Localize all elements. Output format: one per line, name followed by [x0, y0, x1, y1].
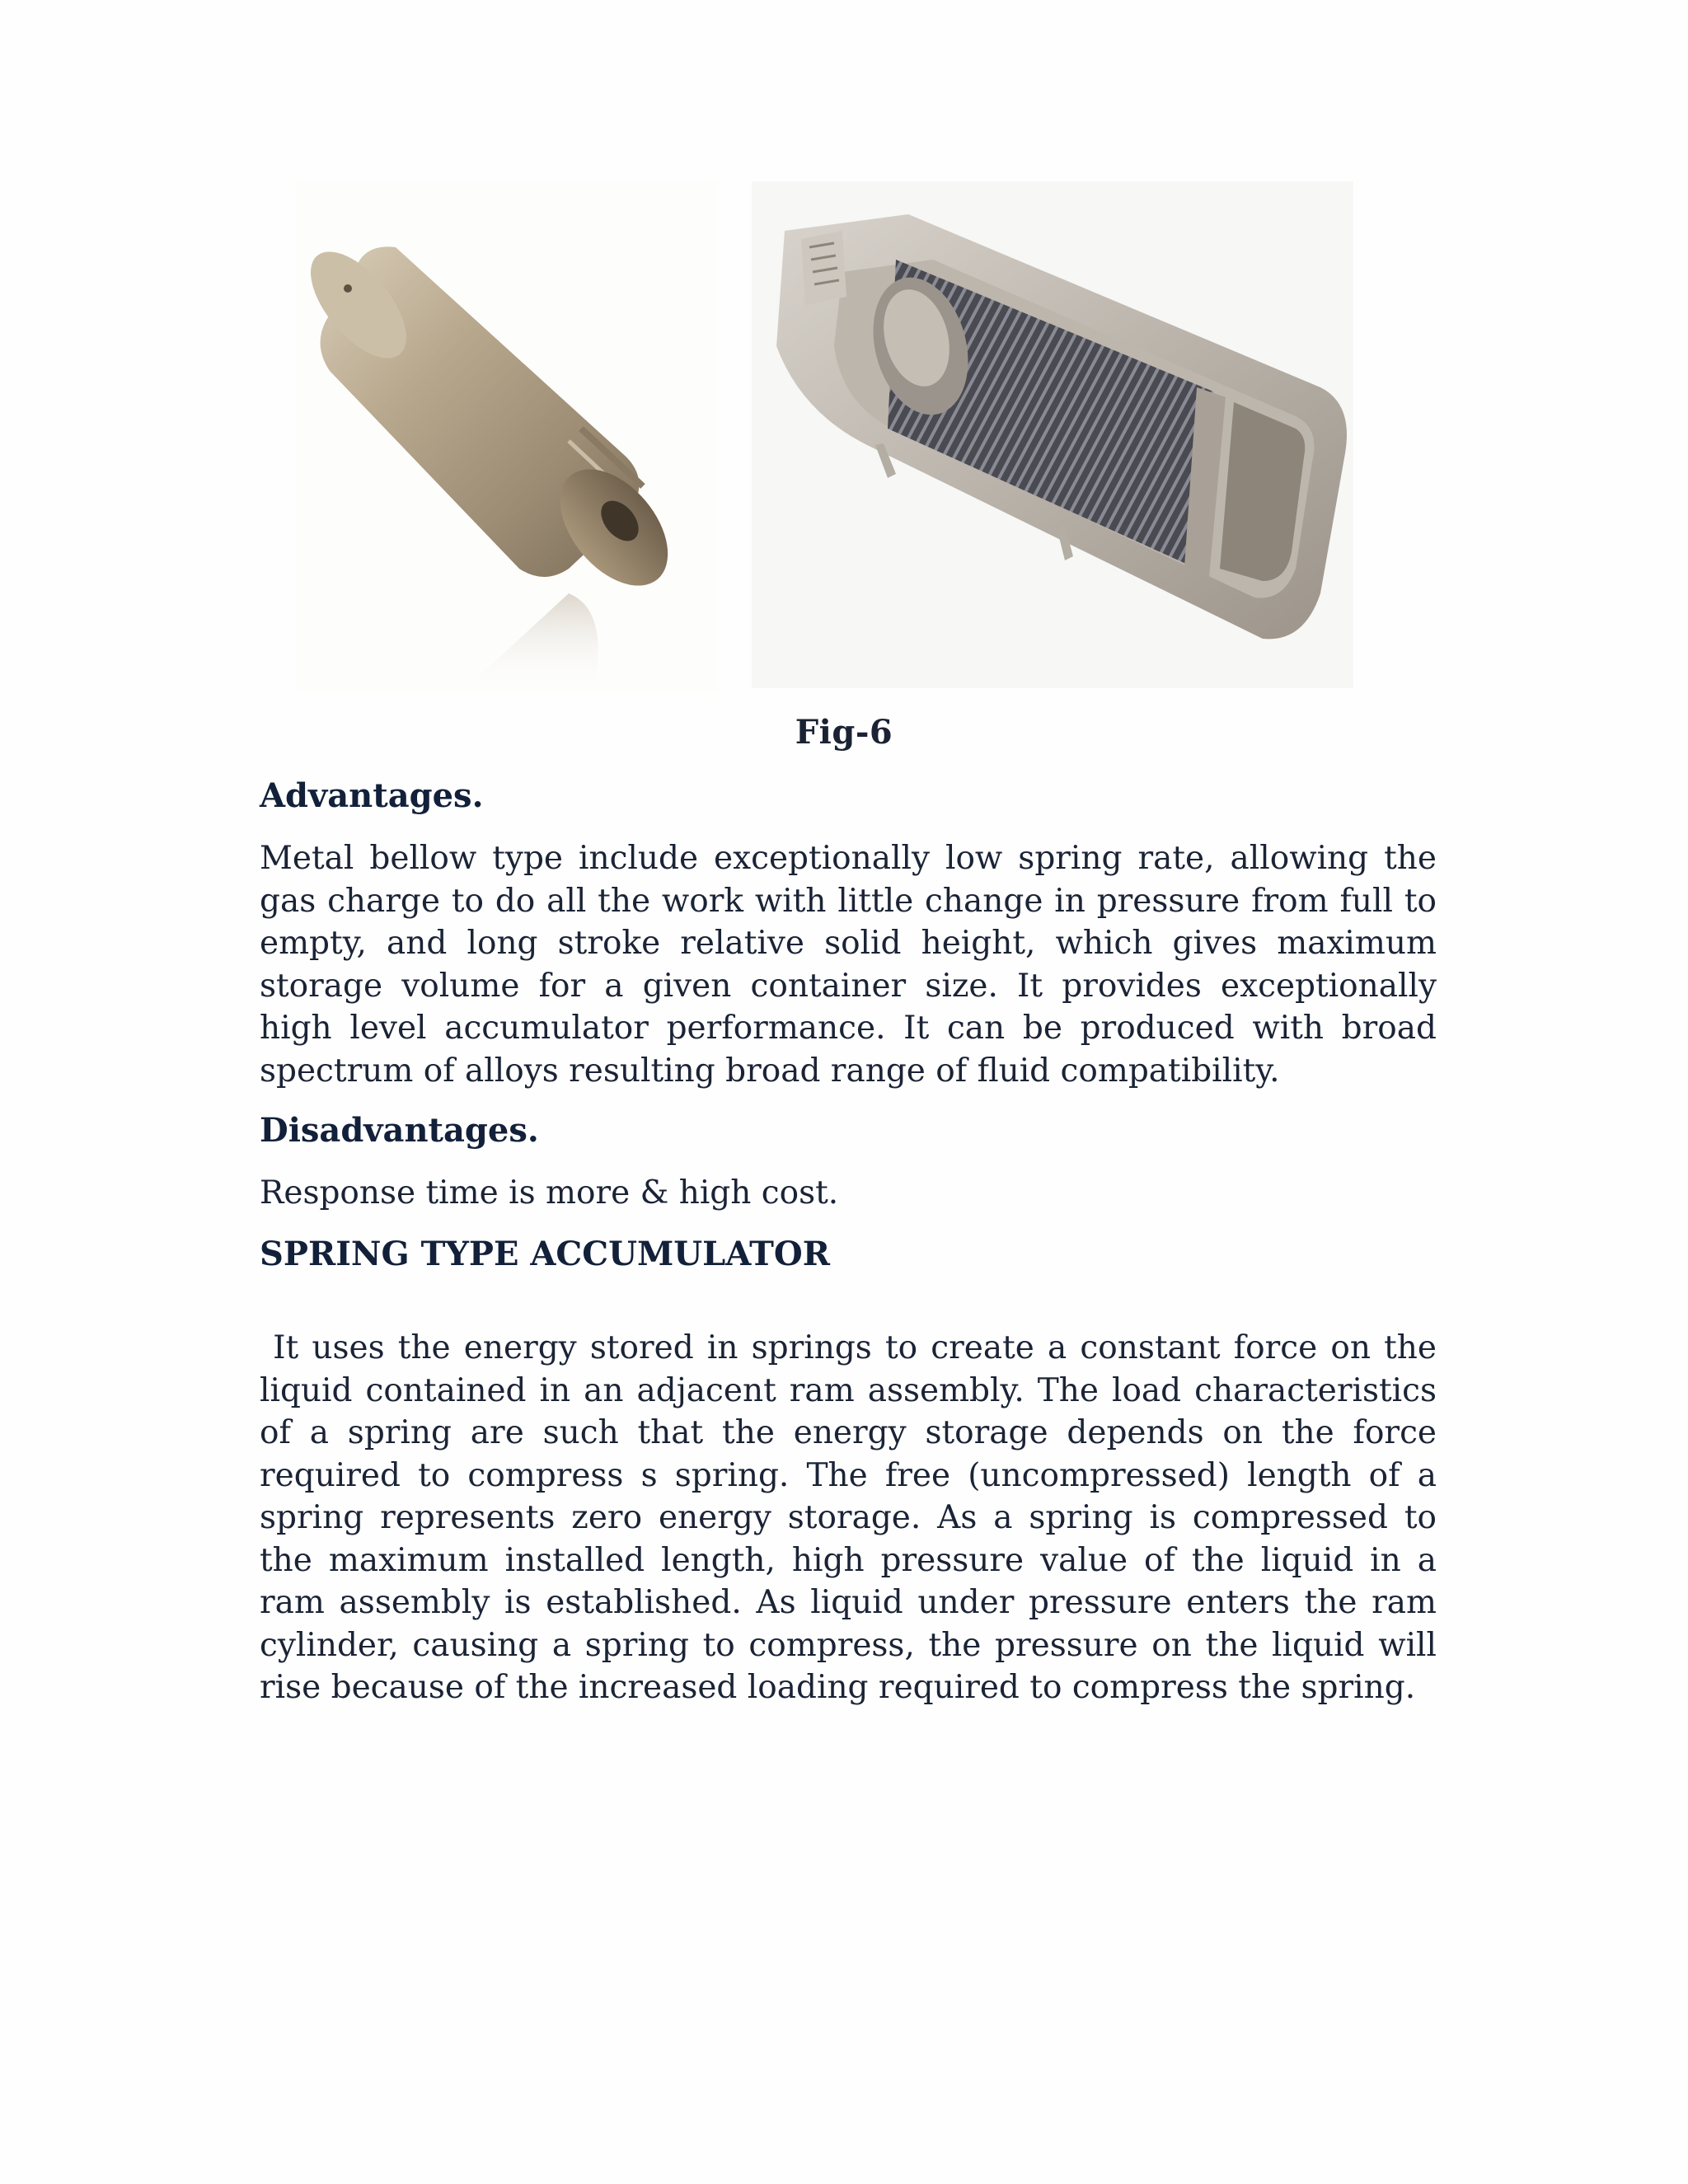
figure-caption: Fig-6 [795, 713, 893, 752]
spring-accumulator-paragraph: It uses the energy stored in springs to create a constant force on the liquid contained in an adjacent ram assembly. The load characteristics of a spring are such that the energy storage depends on the force required to compress s spring. The free (uncompressed) length of a spring represents zero energy storage. As a spring is compressed to the maximum installed length, high pressure value of the liquid in a ram assembly is established. As liquid under pressure enters the ram cylinder, causing a spring to compress, the pressure on the liquid will rise because of the increased loading required to compress the spring. [260, 1329, 1437, 1706]
advantages-heading: Advantages. [260, 776, 484, 815]
bellows-accumulator-photo [297, 181, 717, 692]
bellows-cutaway-photo [752, 181, 1353, 688]
advantages-paragraph: Metal bellow type include exceptionally low spring rate, allowing the gas charge to do all the work with little change in pressure from full to empty, and long stroke relative solid height, which gives maximum storage volume for a given container size. It provides exceptionally high level accumulator performance. It can be produced with broad spectrum of alloys resulting broad range of fluid compatibility. [260, 840, 1437, 1090]
disadvantages-heading: Disadvantages. [260, 1111, 539, 1150]
figure [297, 181, 1360, 692]
spring-accumulator-heading: SPRING TYPE ACCUMULATOR [260, 1235, 830, 1273]
disadvantages-paragraph: Response time is more & high cost. [260, 1174, 839, 1212]
